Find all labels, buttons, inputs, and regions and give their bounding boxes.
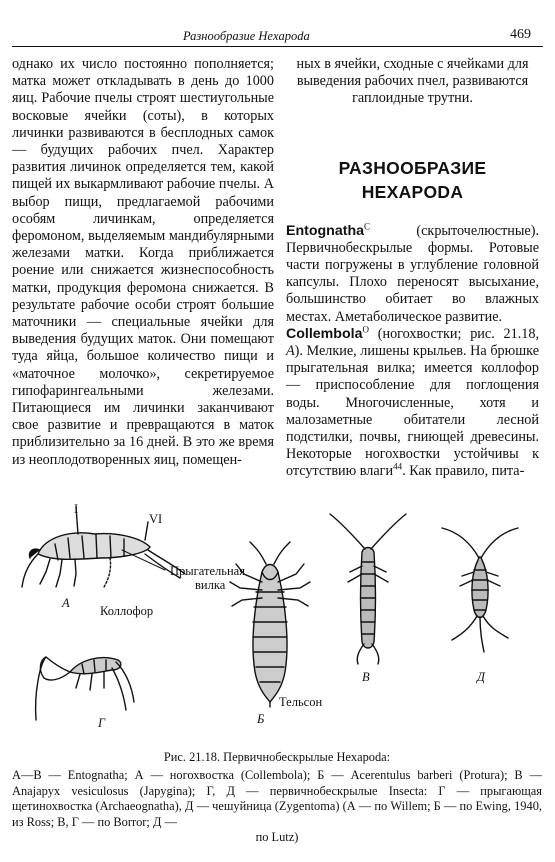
collembola-text-b: ). Мелкие, лишены крыльев. На брюшке прыгательная вилка; имеется коллофор — приспособление для поглощения воды. Многочисленные, хотя и малозаметные обитатели лесной подстилки, почвы, гниющей древесины. Некоторые ногохвостки устойчивы к отсутствию влаги bbox=[286, 343, 539, 480]
page-number: 469 bbox=[510, 27, 531, 42]
figure-drawings bbox=[0, 492, 555, 748]
figure-caption-title: Рис. 21.18. Первичнобескрылые Hexapoda: bbox=[163, 750, 391, 764]
running-title: Разнообразие Hexapoda bbox=[183, 29, 310, 43]
entognatha-text: (скрыточелюстные). Первичнобескрылые формы. Ротовые части погружены в углубление головной капсулы. Плохо переносят высыхание, большинство обитает во влажных местах. Аметаболическое развитие. bbox=[286, 222, 539, 325]
letter-A: А bbox=[62, 596, 70, 610]
japygid-drawing bbox=[330, 514, 406, 664]
page-header bbox=[0, 0, 555, 46]
section-title bbox=[286, 156, 539, 204]
label-jumping-fork-line1: Прыгательная bbox=[170, 564, 245, 578]
figure-caption-body bbox=[12, 768, 542, 846]
caption-body-text: А—В — Entognatha; А — ногохвостка (Collembola); Б — Acerentulus barberi (Protura); В — Anajapyx vesiculosus (Japygina); Г, Д — первичнобескрылые Insecta: Г — прыгающая щетинохвостка (Archaeognatha), Д — чешуйница (Zygentoma) (А — по Willem; Б — по Ewing, 1940, из Ross; В, Г — по Borror; Д — bbox=[12, 768, 542, 829]
figure-21-18 bbox=[0, 492, 555, 748]
left-column-text: однако их число постоянно пополняется; матка может откладывать в день до 1000 яиц. Рабочие пчелы строят шестиугольные восковые ячейки (соты), в которых личинки развиваются в бесплодных самок — будущих рабочих пчел. Характер развития личинок определяется тем, какой пищей их выкармливают рабочие пчелы. А выбор пищи, предлагаемой рабочими особям личинкам, определяется феромоном, выделяемым мандибулярными железами матки. Когда приближается роение или снижается жизнеспособность матки, продукция феромона снижается. В результате рабочие особи строят большие маточники — специальные ячейки для выведения будущих маток. Они помещают туда яйца, большое количество пищи и «маточное молочко», секретируемое гипофарингеальными железами. Питающиеся им личинки заканчивают свое развитие и превращаются в маток приблизительно за 16 дней. В это же время из неоплодотворенных яиц, помещен- bbox=[12, 56, 274, 468]
collembola-paragraph bbox=[286, 326, 539, 481]
label-segment-I: I bbox=[74, 502, 79, 516]
entognatha-sup: C bbox=[364, 220, 371, 231]
section-title-line1: РАЗНООБРАЗИЕ bbox=[338, 157, 487, 178]
right-column-intro: ных в ячейки, сходные с ячейками для выведения рабочих пчел, развиваются гаплоидные трутни. bbox=[296, 56, 529, 107]
entognatha-term: Entognatha bbox=[286, 222, 365, 239]
letter-B: Б bbox=[257, 712, 265, 726]
letter-D: Д bbox=[477, 670, 485, 684]
caption-last-line: по Lutz) bbox=[255, 830, 299, 844]
collembola-footnote: 44 bbox=[393, 461, 403, 472]
label-jumping-fork-line2: вилка bbox=[195, 578, 226, 592]
bristletail-drawing bbox=[36, 657, 134, 720]
label-telson: Тельсон bbox=[279, 695, 323, 709]
collembola-text-a: (ногохвостки; рис. 21.18, bbox=[368, 325, 539, 342]
right-column bbox=[286, 56, 539, 481]
silverfish-drawing bbox=[442, 528, 518, 652]
label-collophore: Коллофор bbox=[100, 604, 154, 618]
label-segment-VI: VI bbox=[149, 512, 163, 526]
header-rule bbox=[12, 46, 543, 47]
collembola-figure-letter: А bbox=[286, 343, 295, 360]
left-column bbox=[12, 56, 274, 469]
entognatha-paragraph bbox=[286, 220, 539, 326]
collembola-sup: O bbox=[362, 324, 369, 335]
section-title-line2: HEXAPODA bbox=[361, 181, 464, 202]
letter-V: В bbox=[362, 670, 370, 684]
collembola-text-c: . Как правило, пита- bbox=[402, 463, 525, 480]
letter-G: Г bbox=[98, 716, 106, 730]
collembola-term: Collembola bbox=[286, 325, 363, 342]
